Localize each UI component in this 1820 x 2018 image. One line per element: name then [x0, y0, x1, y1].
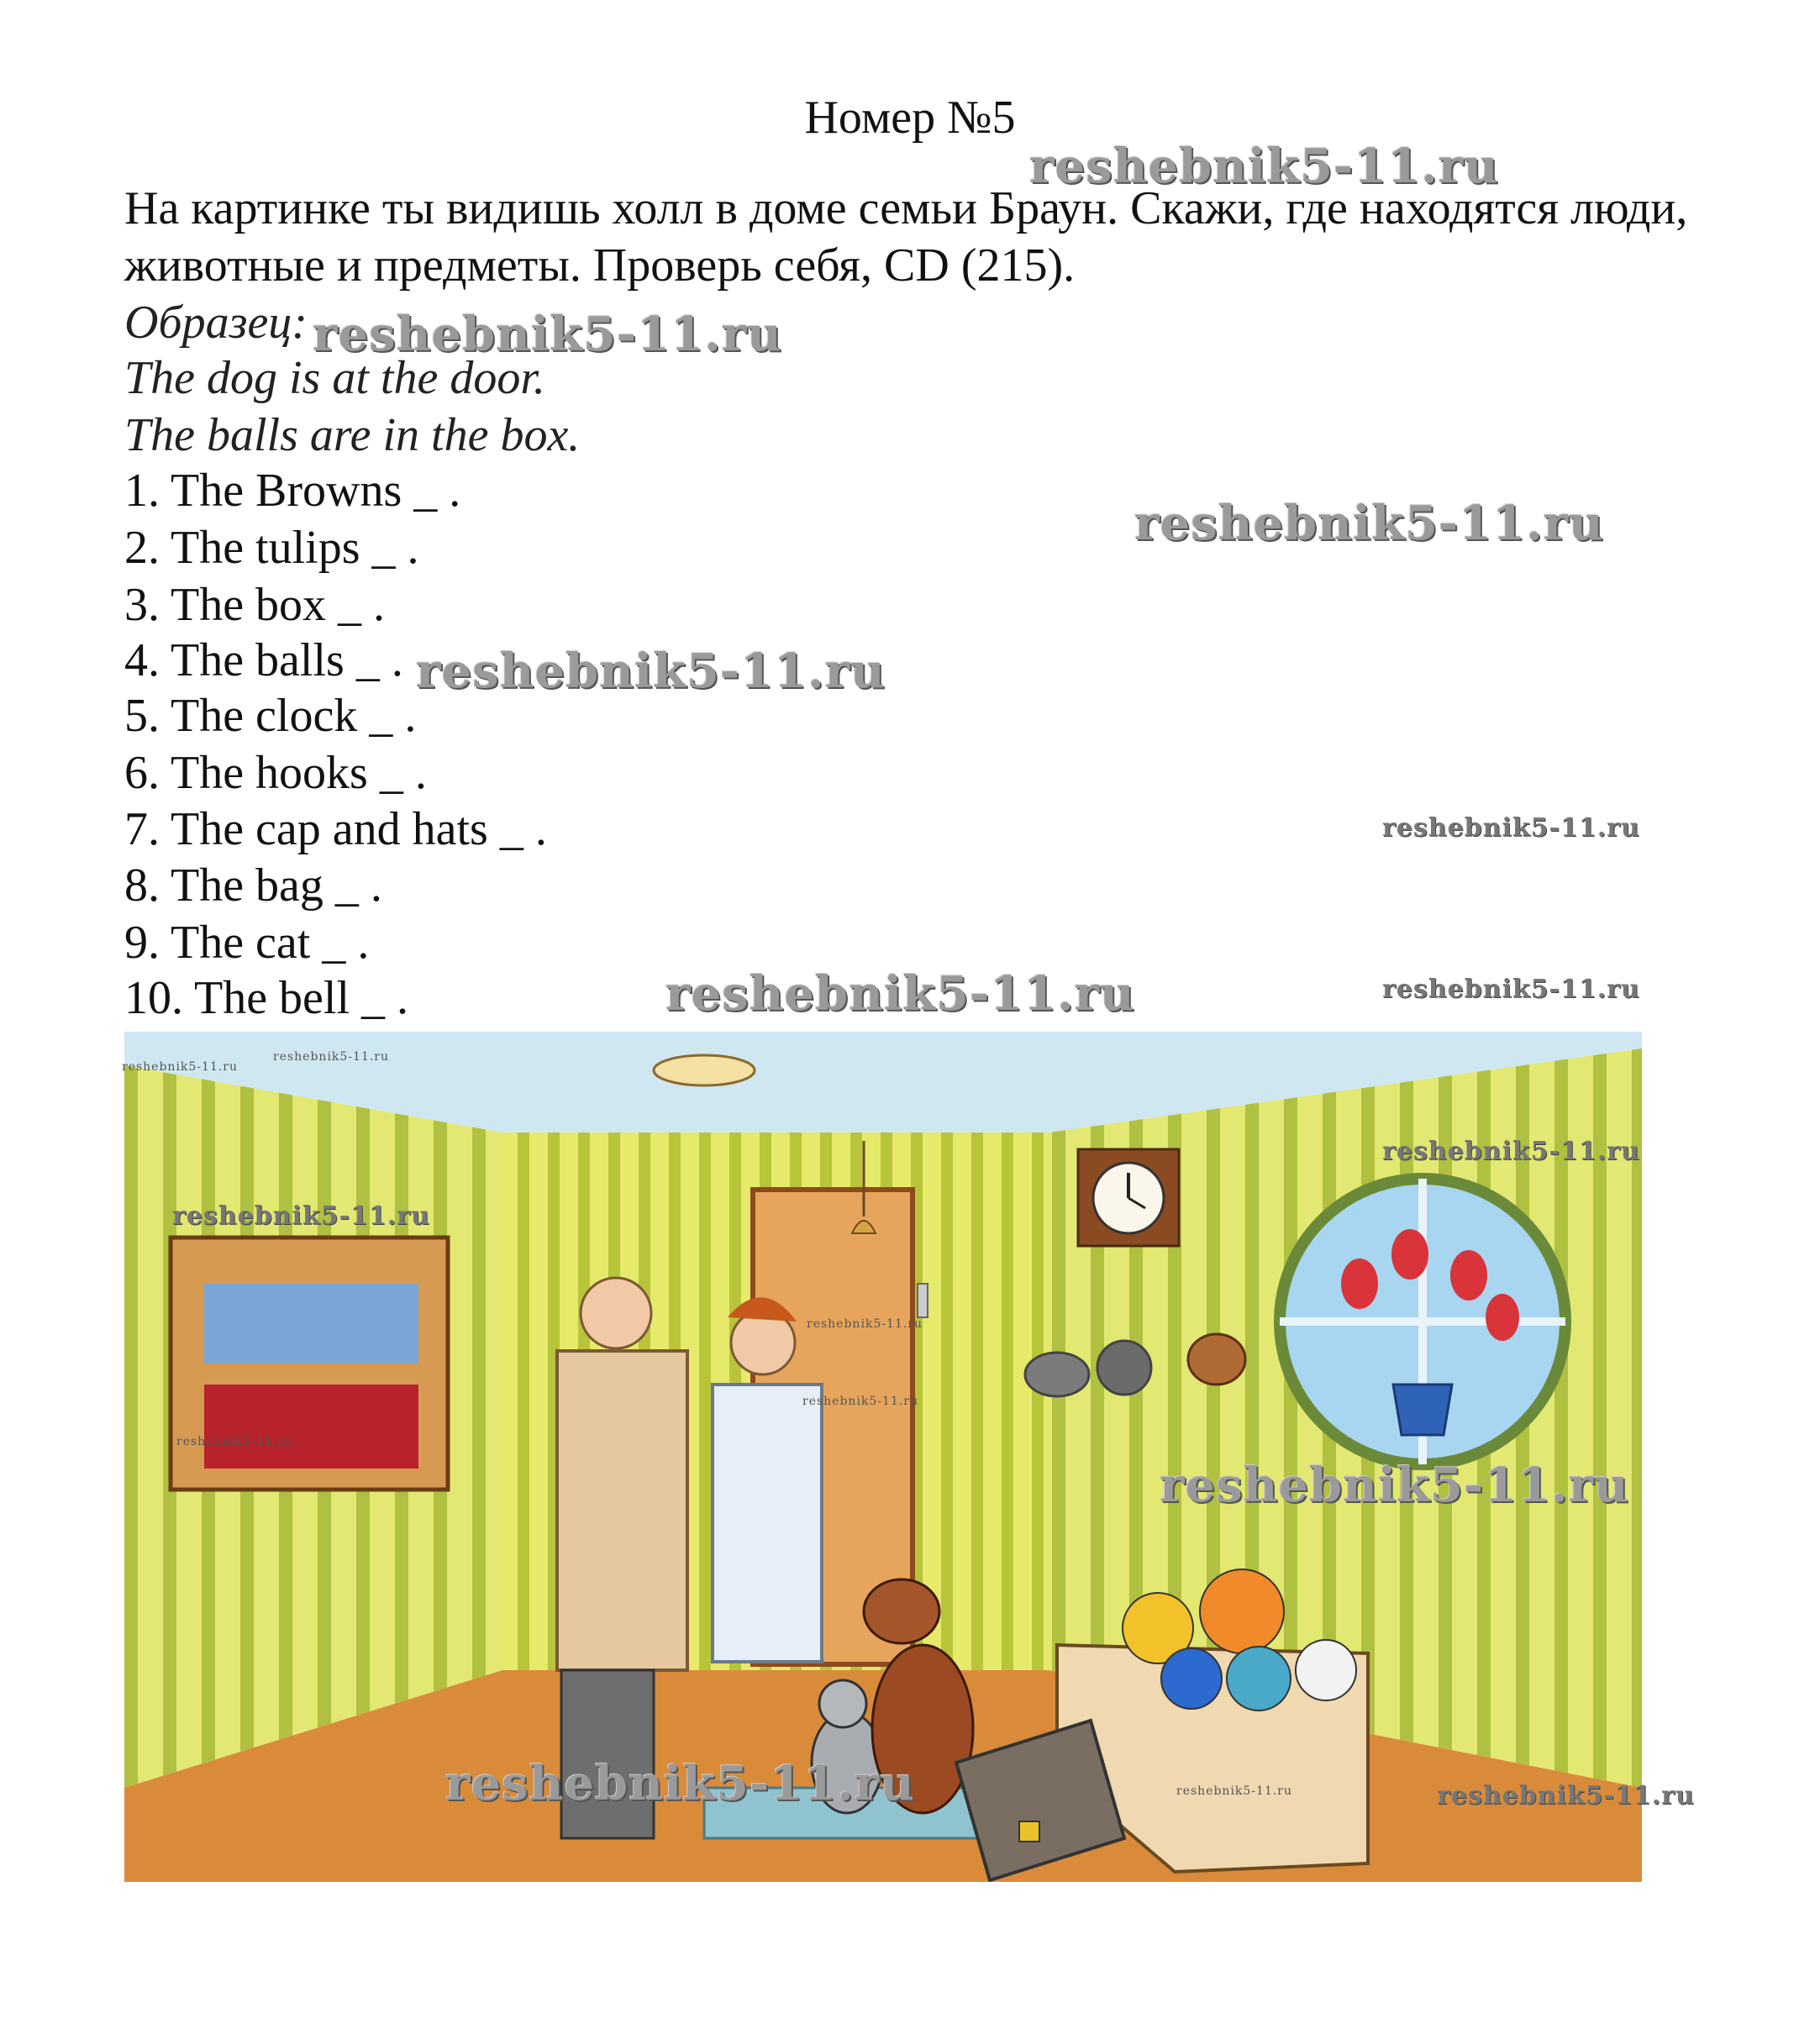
page-title: Номер №5: [804, 92, 1016, 144]
sample-line: The dog is at the door.: [124, 352, 545, 404]
watermark: reshebnik5-11.ru: [172, 1201, 430, 1231]
exercise-item: 7. The cap and hats _ .: [124, 803, 547, 855]
watermark: reshebnik5-11.ru: [273, 1050, 390, 1064]
exercise-item: 6. The hooks _ .: [124, 747, 427, 799]
ball: [1296, 1640, 1356, 1700]
exercise-item: 2. The tulips _ .: [124, 522, 419, 574]
watermark: reshebnik5-11.ru: [122, 1060, 239, 1074]
sample-label: Образец:: [124, 297, 308, 349]
exercise-item: 5. The clock _ .: [124, 690, 417, 742]
cap: [1188, 1334, 1245, 1385]
watermark: reshebnik5-11.ru: [802, 1395, 919, 1408]
watermark: reshebnik5-11.ru: [313, 307, 782, 362]
tulip: [1450, 1250, 1487, 1301]
watermark: reshebnik5-11.ru: [1029, 139, 1499, 194]
light-switch: [918, 1284, 928, 1317]
instruction-text: На картинке ты видишь холл в доме семьи Браун. Скажи, где находятся люди, животные и предметы. Проверь себя, CD (215).: [124, 182, 1688, 292]
ceiling-lamp: [654, 1055, 755, 1085]
exercise-item: 9. The cat _ .: [124, 917, 370, 969]
exercise-item: 1. The Browns _ .: [124, 465, 461, 517]
ball: [1161, 1648, 1222, 1709]
vase: [1393, 1385, 1452, 1435]
tulip: [1486, 1294, 1519, 1341]
watermark: reshebnik5-11.ru: [1382, 813, 1640, 843]
exercise-item: 10. The bell _ .: [124, 972, 409, 1024]
watermark: reshebnik5-11.ru: [1382, 1137, 1640, 1166]
watermark: reshebnik5-11.ru: [1382, 975, 1640, 1004]
tulip: [1391, 1229, 1428, 1280]
ball: [1200, 1569, 1284, 1653]
watermark: reshebnik5-11.ru: [1437, 1781, 1695, 1810]
tulip: [1341, 1259, 1378, 1309]
watermark: reshebnik5-11.ru: [1176, 1784, 1293, 1798]
hat: [1097, 1341, 1151, 1395]
watermark: reshebnik5-11.ru: [176, 1435, 293, 1448]
ball: [1227, 1647, 1291, 1711]
watermark: reshebnik5-11.ru: [445, 1756, 915, 1811]
sample-line: The balls are in the box.: [124, 409, 581, 461]
hat: [1025, 1353, 1089, 1396]
exercise-item: 3. The box _ .: [124, 579, 386, 631]
watermark: reshebnik5-11.ru: [1134, 496, 1604, 551]
watermark: reshebnik5-11.ru: [416, 644, 886, 699]
mr-brown: [557, 1351, 687, 1670]
exercise-item: 8. The bag _ .: [124, 859, 382, 912]
watermark: reshebnik5-11.ru: [665, 966, 1135, 1022]
mrs-brown: [713, 1385, 822, 1662]
exercise-item: 4. The balls _ .: [124, 634, 403, 686]
watermark: reshebnik5-11.ru: [807, 1317, 923, 1331]
watermark: reshebnik5-11.ru: [1160, 1458, 1629, 1513]
